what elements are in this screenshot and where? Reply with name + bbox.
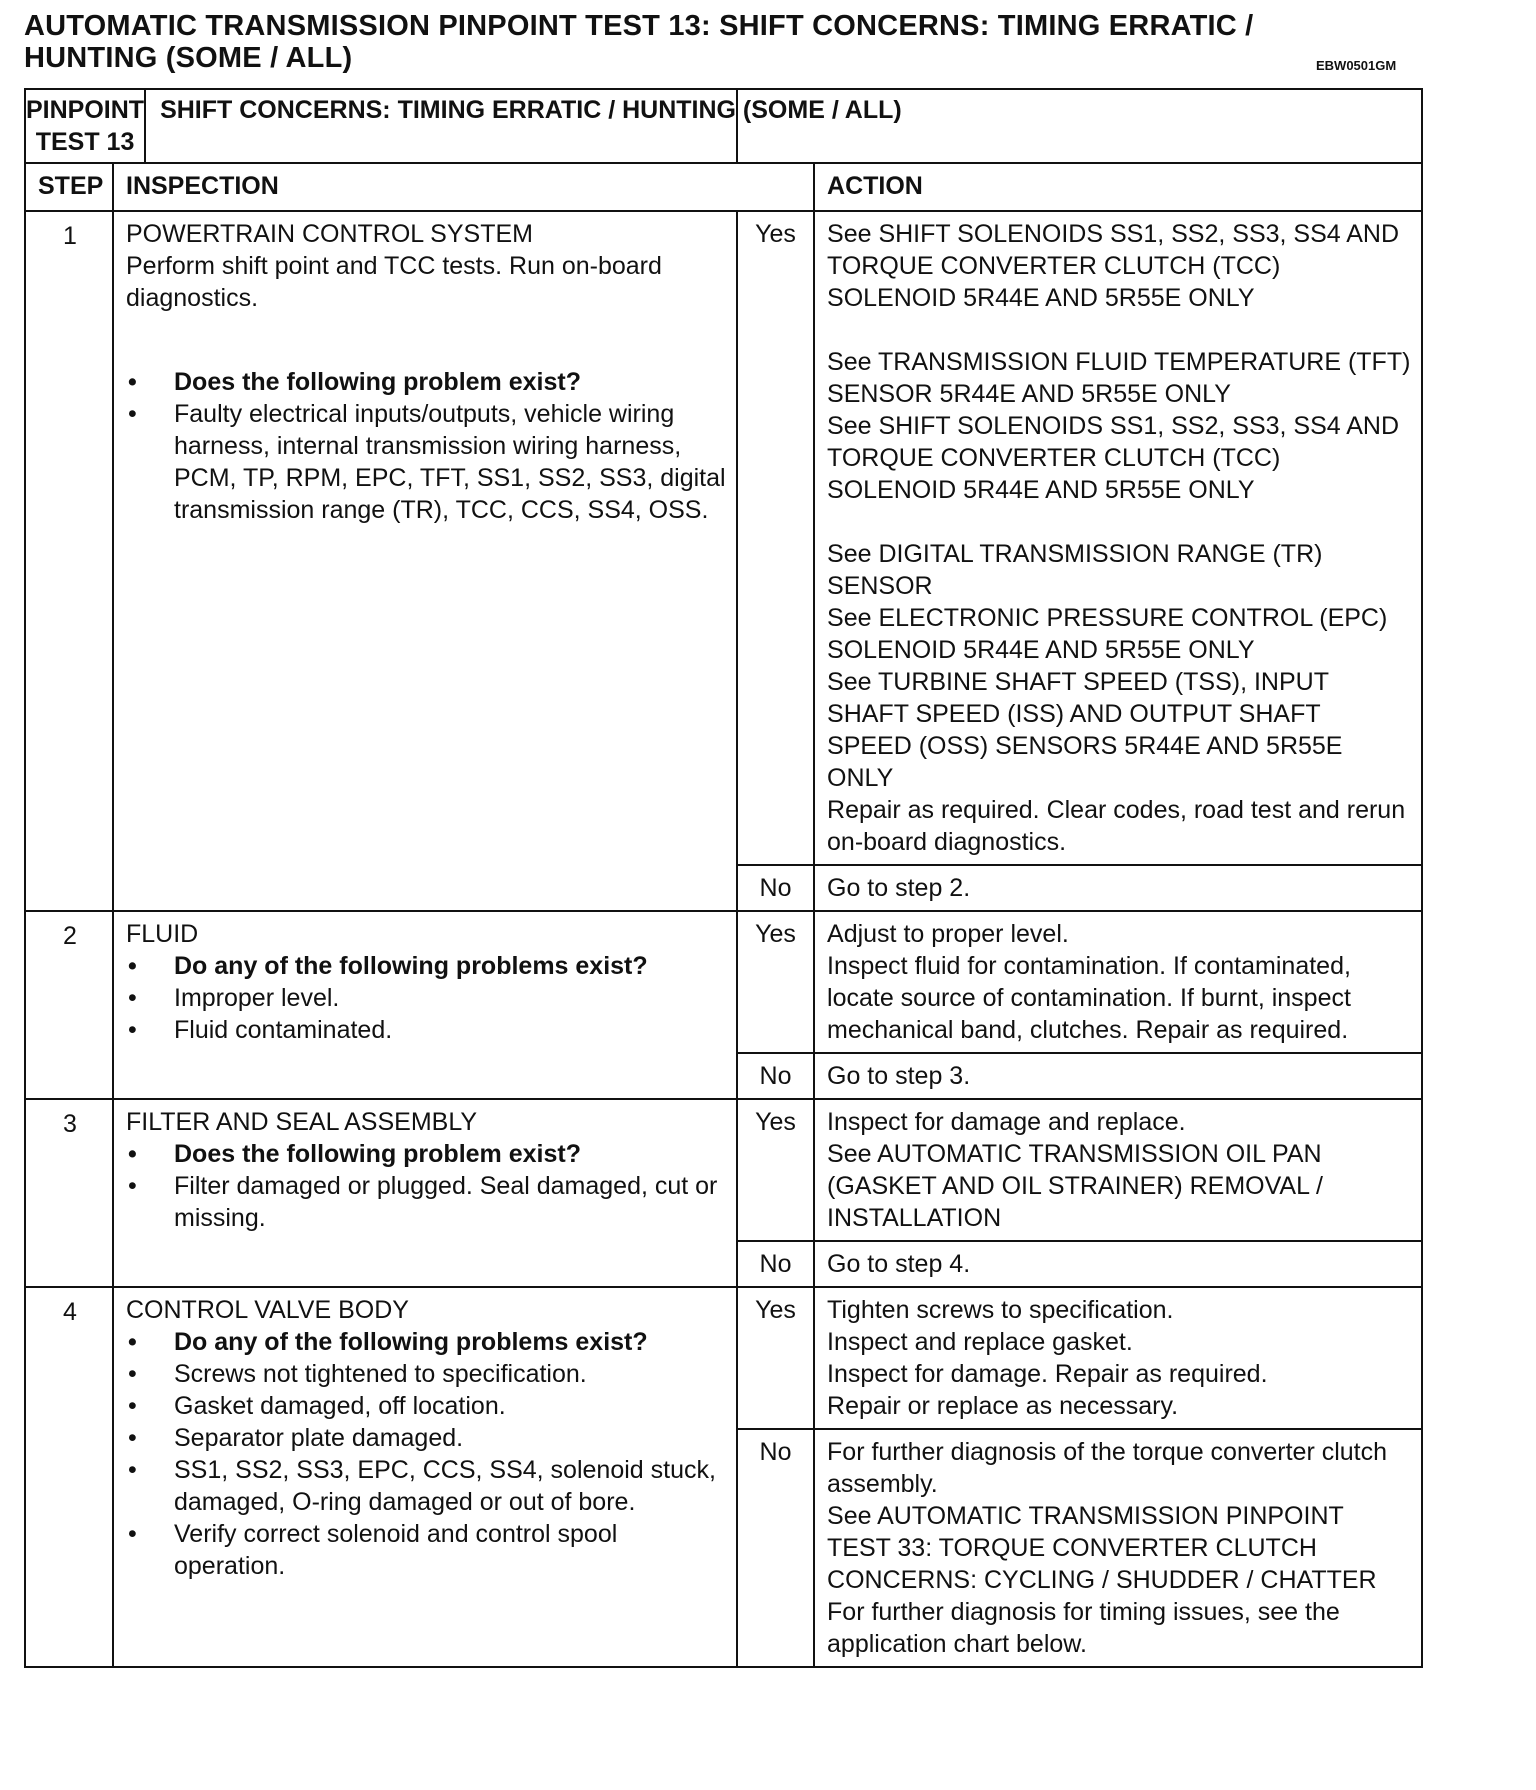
step-heading: FLUID (126, 920, 199, 948)
list-item: • Faulty electrical inputs/outputs, vehicle wiring harness, internal transmission wiring harness, PCM, TP, RPM, EPC, TFT, SS1, SS2, SS3, digital transmission range (TR), TCC, CCS, SS4, OSS. (126, 398, 726, 526)
title-line-2: HUNTING (SOME / ALL) (24, 42, 353, 74)
step-4-inspection (113, 1287, 737, 1667)
list-item: • SS1, SS2, SS3, EPC, CCS, SS4, solenoid stuck, damaged, O-ring damaged or out of bore. (126, 1454, 726, 1518)
action-line: See ELECTRONIC PRESSURE CONTROL (EPC) SOLENOID 5R44E AND 5R55E ONLY (827, 604, 1388, 664)
list-item: • Screws not tightened to specification. (126, 1358, 726, 1390)
step-1-yes-row (25, 211, 1422, 865)
col-step-header: STEP (25, 163, 113, 211)
action-line: For further diagnosis of the torque converter clutch assembly. (827, 1438, 1388, 1498)
action-line: Inspect for damage. Repair as required. (827, 1360, 1268, 1388)
step-1-inspection (113, 211, 737, 911)
step-number: 1 (25, 211, 113, 911)
list-item: • Improper level. (126, 982, 726, 1014)
step-number: 2 (25, 911, 113, 1099)
step-2-yes-row (25, 911, 1422, 1053)
step-question: • Do any of the following problems exist? (126, 1326, 726, 1358)
step-text: Perform shift point and TCC tests. Run on-board diagnostics. (126, 252, 662, 312)
step-2-yes-action (814, 911, 1422, 1053)
step-heading: FILTER AND SEAL ASSEMBLY (126, 1108, 478, 1136)
action-line: Repair as required. Clear codes, road test and rerun on-board diagnostics. (827, 796, 1406, 856)
no-label: No (737, 865, 814, 911)
action-line: See TRANSMISSION FLUID TEMPERATURE (TFT) SENSOR 5R44E AND 5R55E ONLY (827, 348, 1411, 408)
step-1-yes-action (814, 211, 1422, 865)
step-question: • Do any of the following problems exist? (126, 950, 726, 982)
action-line: Inspect for damage and replace. (827, 1108, 1186, 1136)
step-heading: POWERTRAIN CONTROL SYSTEM (126, 220, 533, 248)
action-line: See SHIFT SOLENOIDS SS1, SS2, SS3, SS4 AND TORQUE CONVERTER CLUTCH (TCC) SOLENOID 5R44E AND 5R55E ONLY (827, 220, 1400, 312)
list-item: • Gasket damaged, off location. (126, 1390, 726, 1422)
action-line: See TURBINE SHAFT SPEED (TSS), INPUT SHAFT SPEED (ISS) AND OUTPUT SHAFT SPEED (OSS) SENSORS 5R44E AND 5R55E ONLY (827, 668, 1343, 792)
action-line: For further diagnosis for timing issues, see the application chart below. (827, 1598, 1340, 1658)
step-4-yes-action (814, 1287, 1422, 1429)
yes-label: Yes (737, 1287, 814, 1429)
step-2-no-action: Go to step 3. (814, 1053, 1422, 1099)
step-number: 4 (25, 1287, 113, 1667)
step-1-no-action: Go to step 2. (814, 865, 1422, 911)
action-line: Adjust to proper level. (827, 920, 1069, 948)
action-line: Inspect and replace gasket. (827, 1328, 1133, 1356)
step-4-yes-row (25, 1287, 1422, 1429)
step-question: • Does the following problem exist? (126, 1138, 726, 1170)
step-question: • Does the following problem exist? (126, 366, 726, 398)
col-action-header: ACTION (814, 163, 1422, 211)
no-label: No (737, 1241, 814, 1287)
action-line: Inspect fluid for contamination. If contaminated, locate source of contamination. If burnt, inspect mechanical band, clutches. Repair as required. (827, 952, 1351, 1044)
step-3-yes-row (25, 1099, 1422, 1241)
step-4-no-action (814, 1429, 1422, 1667)
title-line-1: AUTOMATIC TRANSMISSION PINPOINT TEST 13: SHIFT CONCERNS: TIMING ERRATIC / (24, 10, 1254, 42)
list-item: • Fluid contaminated. (126, 1014, 726, 1046)
col-inspection-header: INSPECTION (113, 163, 814, 211)
no-label: No (737, 1429, 814, 1667)
no-label: No (737, 1053, 814, 1099)
yes-label: Yes (737, 1099, 814, 1241)
yes-label: Yes (737, 211, 814, 865)
yes-label: Yes (737, 911, 814, 1053)
list-item: • Separator plate damaged. (126, 1422, 726, 1454)
list-item: • Verify correct solenoid and control spool operation. (126, 1518, 726, 1582)
action-line: Repair or replace as necessary. (827, 1392, 1179, 1420)
column-header-row (25, 163, 1422, 211)
step-3-yes-action (814, 1099, 1422, 1241)
pinpoint-title-row (25, 89, 1422, 163)
pinpoint-title: SHIFT CONCERNS: TIMING ERRATIC / HUNTING (SOME / ALL) (160, 96, 902, 124)
step-number: 3 (25, 1099, 113, 1287)
action-line: See DIGITAL TRANSMISSION RANGE (TR) SENSOR (827, 540, 1323, 600)
step-3-inspection (113, 1099, 737, 1287)
document-code: EBW0501GM (1316, 58, 1397, 73)
action-line: See AUTOMATIC TRANSMISSION PINPOINT TEST 33: TORQUE CONVERTER CLUTCH CONCERNS: CYCLING / SHUDDER / CHATTER (827, 1502, 1377, 1594)
step-heading: CONTROL VALVE BODY (126, 1296, 409, 1324)
step-3-no-action: Go to step 4. (814, 1241, 1422, 1287)
action-line: Tighten screws to specification. (827, 1296, 1174, 1324)
pinpoint-label: PINPOINT TEST 13 (26, 90, 146, 162)
step-2-inspection (113, 911, 737, 1099)
action-line: See SHIFT SOLENOIDS SS1, SS2, SS3, SS4 AND TORQUE CONVERTER CLUTCH (TCC) SOLENOID 5R44E AND 5R55E ONLY (827, 412, 1400, 504)
pinpoint-table (24, 88, 1423, 1668)
page-title (24, 10, 1424, 74)
list-item: • Filter damaged or plugged. Seal damaged, cut or missing. (126, 1170, 726, 1234)
action-line: See AUTOMATIC TRANSMISSION OIL PAN (GASKET AND OIL STRAINER) REMOVAL / INSTALLATION (827, 1140, 1323, 1232)
